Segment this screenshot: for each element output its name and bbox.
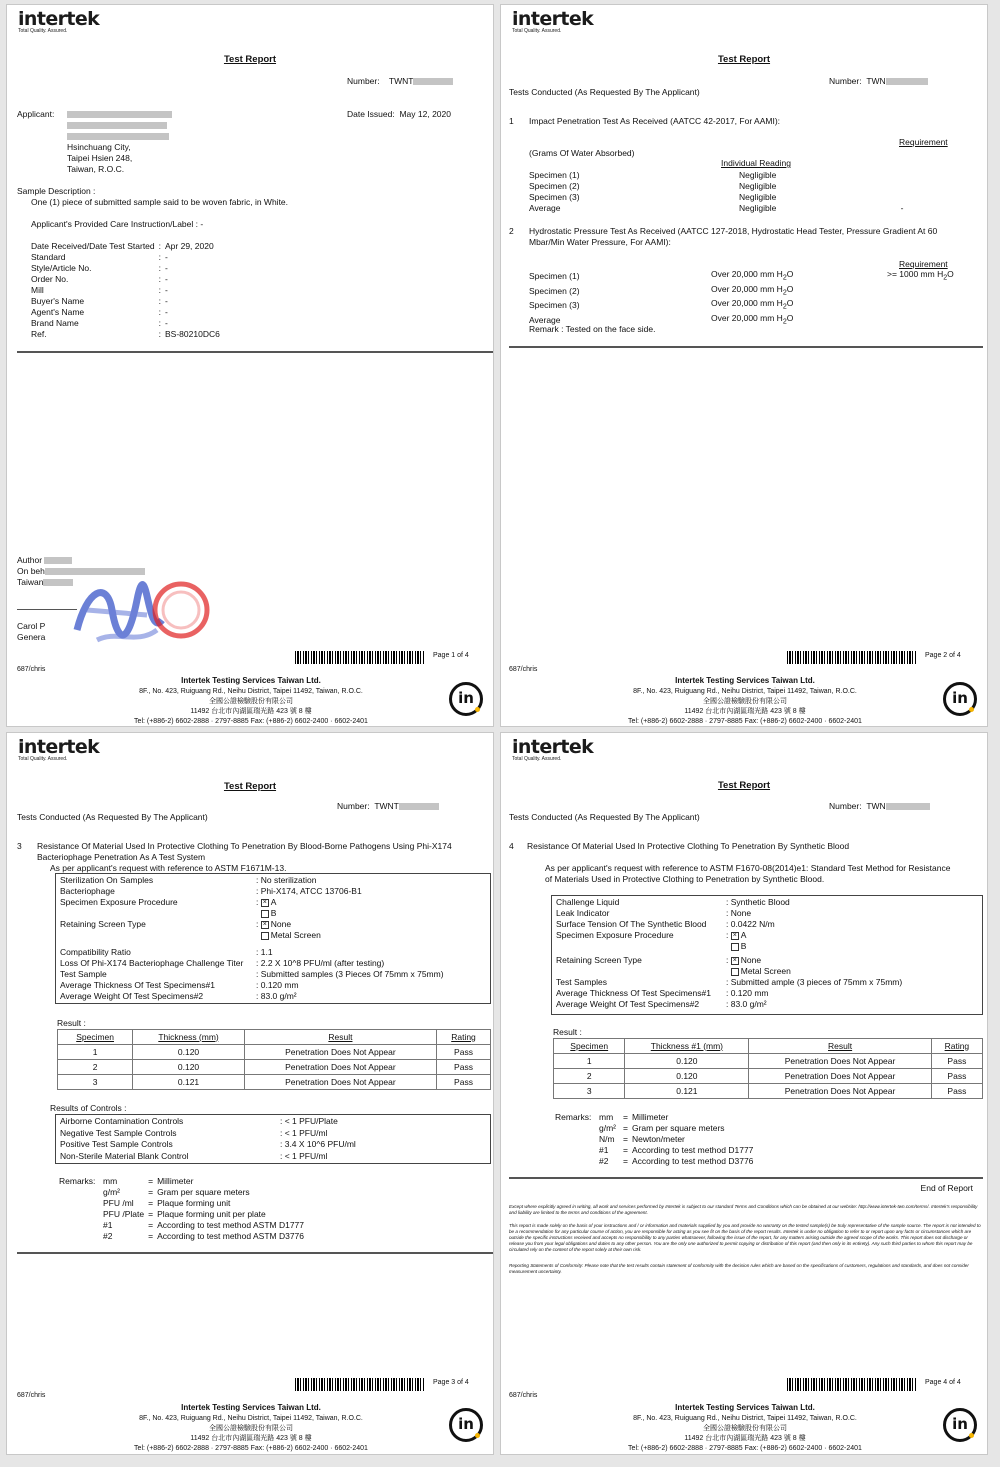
test-parameters — [554, 897, 904, 1010]
test-number: 1 — [509, 116, 514, 126]
barcode — [787, 1378, 917, 1391]
results-table — [553, 1038, 983, 1099]
remarks-table — [101, 1176, 306, 1242]
test-title: Resistance Of Material Used In Protective Clothing To Penetration By Blood-Borne Pathogens Using Phi-X174 Bacteriophage Penetration As A Test System — [37, 841, 452, 862]
table-row: 3 0.121 Penetration Does Not Appear Pass — [58, 1075, 491, 1090]
applicant-label: Applicant: — [17, 109, 55, 119]
footer: Intertek Testing Services Taiwan Ltd. 8F., No. 423, Ruiguang Rd., Neihu District, Taipei 11492, Taiwan, R.O.C. 全國公證檢驗股份有限公司 11492 台北市內湖區瑞光路 423 號 8 樓 Tel: (+886-2) 6602-2888 · 2797-8885 Fax: (+886-2) 6602-2400 · 6602-2401 — [134, 676, 368, 725]
result-row: Specimen (3) Over 20,000 mm $H_2O$ — [529, 298, 794, 312]
footer: Intertek Testing Services Taiwan Ltd. 8F., No. 423, Ruiguang Rd., Neihu District, Taipei 11492, Taiwan, R.O.C. 全國公證檢驗股份有限公司 11492 台北市內湖區瑞光路 423 號 8 樓 Tel: (+886-2) 6602-2888 · 2797-8885 Fax: (+886-2) 6602-2400 · 6602-2401 — [134, 1403, 368, 1452]
page-title: Test Report — [223, 781, 277, 792]
page-number: Page 4 of 4 — [925, 1379, 961, 1386]
remark-row: #2 = According to test method ASTM D3776 — [103, 1231, 305, 1241]
impact-results — [527, 170, 937, 214]
sample-fields — [29, 241, 222, 340]
lab-reference: 687/chris — [509, 1392, 538, 1399]
divider — [17, 351, 493, 353]
barcode — [787, 651, 917, 664]
hydrostatic-requirement: >= 1000 mm $H_2O$ — [887, 269, 954, 282]
intertek-in-logo: in — [943, 1408, 977, 1442]
table-row: 1 0.120 Penetration Does Not Appear Pass — [554, 1054, 983, 1069]
barcode — [295, 651, 425, 664]
test-title: Impact Penetration Test As Received (AATCC 42-2017, For AAMI): — [529, 116, 781, 126]
page-title: Test Report — [717, 54, 771, 65]
field-row: Buyer's Name : - — [31, 296, 168, 306]
remark-row: #1 = According to test method D1777 — [599, 1145, 754, 1155]
intertek-logo: intertek Total Quality. Assured. — [512, 736, 594, 763]
tests-conducted-heading: Tests Conducted (As Requested By The Applicant) — [509, 87, 700, 97]
remark-row: g/m² = Gram per square meters — [599, 1123, 725, 1133]
page-number: Page 1 of 4 — [433, 652, 469, 659]
checkbox-unchecked — [731, 943, 739, 951]
page-number: Page 3 of 4 — [433, 1379, 469, 1386]
param-row: Retaining Screen Type : × None — [556, 955, 762, 965]
param-row: Sterilization On Samples : No sterilization — [60, 875, 317, 885]
remark-row: PFU /ml = Plaque forming unit — [103, 1198, 231, 1208]
test-parameters-box — [55, 873, 491, 1004]
param-row: B — [554, 941, 904, 952]
param-row: B — [58, 908, 446, 919]
remark-row: PFU /Plate = Plaque forming unit per plate — [103, 1209, 266, 1219]
table-row: 2 0.120 Penetration Does Not Appear Pass — [554, 1069, 983, 1084]
controls-label: Results of Controls : — [50, 1103, 127, 1113]
barcode — [295, 1378, 425, 1391]
table-header-row: Specimen Thickness (mm) Result Rating — [58, 1030, 491, 1045]
checkbox-unchecked — [261, 932, 269, 940]
applicant-address: Hsinchuang City, Taipei Hsien 248, Taiwan, R.O.C. — [67, 109, 172, 175]
remark-row: #2 = According to test method D3776 — [599, 1156, 754, 1166]
param-row: Test Sample : Submitted samples (3 Pieces Of 75mm x 75mm) — [60, 969, 444, 979]
control-row: Negative Test Sample Controls : < 1 PFU/ml — [60, 1127, 328, 1138]
date-issued: Date Issued: May 12, 2020 — [347, 109, 451, 119]
field-row: Ref. : BS-80210DC6 — [31, 329, 220, 339]
intertek-in-logo: in — [943, 682, 977, 716]
checkbox-checked: × — [732, 956, 737, 964]
results-table — [57, 1029, 491, 1090]
field-row: Standard : - — [31, 252, 168, 262]
test-number: 3 — [17, 841, 22, 851]
intertek-logo: intertek Total Quality. Assured. — [512, 8, 594, 35]
field-row: Date Received/Date Test Started : Apr 29, 2020 — [31, 241, 214, 251]
param-row: Average Weight Of Test Specimens#2 : 83.0 g/m² — [60, 991, 297, 1001]
control-row: Non-Sterile Material Blank Control : < 1 PFU/ml — [60, 1150, 328, 1161]
controls-box — [55, 1114, 491, 1164]
report-number: Number: TWNT — [347, 76, 453, 87]
remarks-label: Remarks: — [59, 1176, 96, 1186]
result-label: Result : — [57, 1018, 86, 1028]
field-row: Mill : - — [31, 285, 168, 295]
report-page-2 — [500, 4, 988, 727]
table-row: 2 0.120 Penetration Does Not Appear Pass — [58, 1060, 491, 1075]
report-number: Number: TWN — [829, 801, 930, 812]
individual-reading-heading: Individual Reading — [721, 158, 791, 168]
param-row: Compatibility Ratio : 1.1 — [60, 947, 273, 957]
requirement-heading: Requirement — [899, 259, 948, 269]
result-row: Specimen (3) Negligible — [529, 192, 777, 202]
page-title: Test Report — [223, 54, 277, 65]
page-title: Test Report — [717, 780, 771, 791]
sample-description: One (1) piece of submitted sample said to be woven fabric, in White. — [31, 197, 289, 207]
test-title: Resistance Of Material Used In Protective Clothing To Penetration By Synthetic Blood — [527, 841, 850, 851]
table-header-row: Specimen Thickness #1 (mm) Result Rating — [554, 1039, 983, 1054]
test-number: 2 — [509, 226, 514, 236]
hydrostatic-results — [527, 269, 795, 328]
field-row: Order No. : - — [31, 274, 168, 284]
remark-row: #1 = According to test method ASTM D1777 — [103, 1220, 305, 1230]
report-number: Number: TWN — [829, 76, 928, 87]
footer: Intertek Testing Services Taiwan Ltd. 8F., No. 423, Ruiguang Rd., Neihu District, Taipei 11492, Taiwan, R.O.C. 全國公證檢驗股份有限公司 11492 台北市內湖區瑞光路 423 號 8 樓 Tel: (+886-2) 6602-2888 · 2797-8885 Fax: (+886-2) 6602-2400 · 6602-2401 — [628, 676, 862, 725]
remark-row: g/m² = Gram per square meters — [103, 1187, 250, 1197]
lab-reference: 687/chris — [509, 666, 538, 673]
report-page-1 — [6, 4, 494, 727]
grams-label: (Grams Of Water Absorbed) — [529, 148, 635, 158]
controls-table — [58, 1116, 358, 1162]
report-number: Number: TWNT — [337, 801, 439, 812]
result-row: Specimen (2) Over 20,000 mm $H_2O$ — [529, 283, 794, 297]
result-row: Specimen (2) Negligible — [529, 181, 777, 191]
end-of-report: End of Report — [920, 1183, 973, 1193]
remark-row: N/m = Newton/meter — [599, 1134, 685, 1144]
control-row: Positive Test Sample Controls : 3.4 X 10^6 PFU/ml — [60, 1139, 356, 1150]
divider — [17, 1252, 493, 1254]
checkbox-checked: × — [262, 920, 267, 928]
terms-note: Except where explicitly agreed in writing, all work and services performed by Intertek is subject to our standard Terms and Conditions which can be obtained at our website: http://www.intertek-twn.com/terms/. Intertek's responsibility and liability are limited to the terms and conditions of the agreement. — [509, 1204, 978, 1215]
table-row: 1 0.120 Penetration Does Not Appear Pass — [58, 1045, 491, 1060]
table-row: 3 0.121 Penetration Does Not Appear Pass — [554, 1084, 983, 1099]
param-row: Surface Tension Of The Synthetic Blood : 0.0422 N/m — [556, 919, 775, 929]
footer: Intertek Testing Services Taiwan Ltd. 8F., No. 423, Ruiguang Rd., Neihu District, Taipei 11492, Taiwan, R.O.C. 全國公證檢驗股份有限公司 11492 台北市內湖區瑞光路 423 號 8 樓 Tel: (+886-2) 6602-2888 · 2797-8885 Fax: (+886-2) 6602-2400 · 6602-2401 — [628, 1403, 862, 1452]
result-label: Result : — [553, 1027, 582, 1037]
test-parameters — [58, 875, 446, 1002]
checkbox-checked: × — [732, 931, 737, 939]
sample-description-label: Sample Description : — [17, 186, 96, 196]
result-row: Specimen (1) Over 20,000 mm $H_2O$ — [529, 269, 794, 282]
intertek-logo: intertek Total Quality. Assured. — [18, 736, 100, 763]
param-row: Specimen Exposure Procedure : × A — [60, 897, 277, 907]
signatory-block: Carol P Genera — [17, 621, 46, 642]
test-number: 4 — [509, 841, 514, 851]
reference-note: As per applicant's request with reference to ASTM F1670-08(2014)e1: Standard Test Method for Resistance of Materials Used in Protective Clothing to Penetration by Synthetic Blood. — [545, 863, 951, 884]
page-number: Page 2 of 4 — [925, 652, 961, 659]
report-page-4 — [500, 732, 988, 1455]
conformity-statement: Reporting Statements of Conformity: Please note that the test results contain statement of conformity with the decision rules which are based on the specifications of customers, regulations and standards, and does not consider measurement uncertainty. — [509, 1263, 969, 1274]
param-row: Average Thickness Of Test Specimens#1 : 0.120 mm — [60, 980, 299, 990]
lab-reference: 687/chris — [17, 666, 46, 673]
divider — [509, 1177, 983, 1179]
param-row: Leak Indicator : None — [556, 908, 752, 918]
requirement-heading: Requirement — [899, 137, 948, 147]
checkbox-checked: × — [262, 898, 267, 906]
remark-row: mm = Millimeter — [103, 1176, 194, 1186]
param-row: Metal Screen — [58, 930, 446, 941]
care-instruction: Applicant's Provided Care Instruction/Label : - — [31, 219, 204, 229]
param-row: Retaining Screen Type : × None — [60, 919, 292, 929]
param-row: Metal Screen — [554, 966, 904, 977]
tests-conducted-heading: Tests Conducted (As Requested By The Applicant) — [17, 812, 208, 822]
field-row: Brand Name : - — [31, 318, 168, 328]
param-row: Average Weight Of Test Specimens#2 : 83.0 g/m² — [556, 999, 767, 1009]
checkbox-unchecked — [731, 968, 739, 976]
divider — [509, 346, 983, 348]
param-row: Test Samples : Submitted ample (3 pieces of 75mm x 75mm) — [556, 977, 903, 987]
report-page-3 — [6, 732, 494, 1455]
remark-row: mm = Millimeter — [599, 1112, 669, 1122]
intertek-logo: intertek Total Quality. Assured. — [18, 8, 100, 35]
test-parameters-box — [551, 895, 983, 1015]
result-row: Average Negligible - — [529, 203, 904, 213]
tests-conducted-heading: Tests Conducted (As Requested By The Applicant) — [509, 812, 700, 822]
intertek-in-logo: in — [449, 1408, 483, 1442]
param-row: Average Thickness Of Test Specimens#1 : 0.120 mm — [556, 988, 769, 998]
lab-reference: 687/chris — [17, 1392, 46, 1399]
param-row: Challenge Liquid : Synthetic Blood — [556, 897, 790, 907]
signature-stamp-image — [67, 570, 217, 660]
remarks-label: Remarks: — [555, 1112, 592, 1122]
param-row: Bacteriophage : Phi-X174, ATCC 13706-B1 — [60, 886, 362, 896]
authorization-block: Author On beh Taiwan — [17, 555, 145, 588]
remark: Remark : Tested on the face side. — [529, 324, 656, 334]
checkbox-unchecked — [261, 910, 269, 918]
remarks-table — [597, 1112, 755, 1167]
field-row: Style/Article No. : - — [31, 263, 168, 273]
result-row: Specimen (1) Negligible — [529, 170, 777, 180]
field-row: Agent's Name : - — [31, 307, 168, 317]
param-row: Loss Of Phi-X174 Bacteriophage Challenge Titer : 2.2 X 10^8 PFU/ml (after testing) — [60, 958, 385, 968]
intertek-in-logo: in — [449, 682, 483, 716]
disclaimer: This report is made solely on the basis of your instructions and / or information and materials supplied by you and provide no warranty on the tested sample(s) be truly representative of the sample source. The report is not intended to be a recommendation for any particular course of action, you are responsible for acting as you see fit on the basis of the report results. Intertek is under no obligation to refer to or report upon any facts or circumstances which are outside the specific instructions received and accepts no responsibility to any parties whatsoever, following the issue of the report, for any matters arising outside the agreed scope of the works. This report does not discharge or release you from your legal obligations and duties to any other person. You are the only one authorized to permit copying or distribution of this report (and then only in its entirety). Any such third parties to whom this report may be circulated rely on the content of the report solely at their own risk. — [509, 1223, 981, 1252]
result-row: Average Over 20,000 mm $H_2O$ — [529, 313, 794, 326]
test-title: Hydrostatic Pressure Test As Received (AATCC 127-2018, Hydrostatic Head Tester, Pressure Gradient At 60 Mbar/Min Water Pressure, For AAMI): — [529, 226, 938, 247]
param-row: Specimen Exposure Procedure : × A — [556, 930, 747, 940]
reference-note: As per applicant's request with reference to ASTM F1671M-13. — [50, 863, 287, 873]
control-row: Airborne Contamination Controls : < 1 PFU/Plate — [60, 1116, 338, 1126]
